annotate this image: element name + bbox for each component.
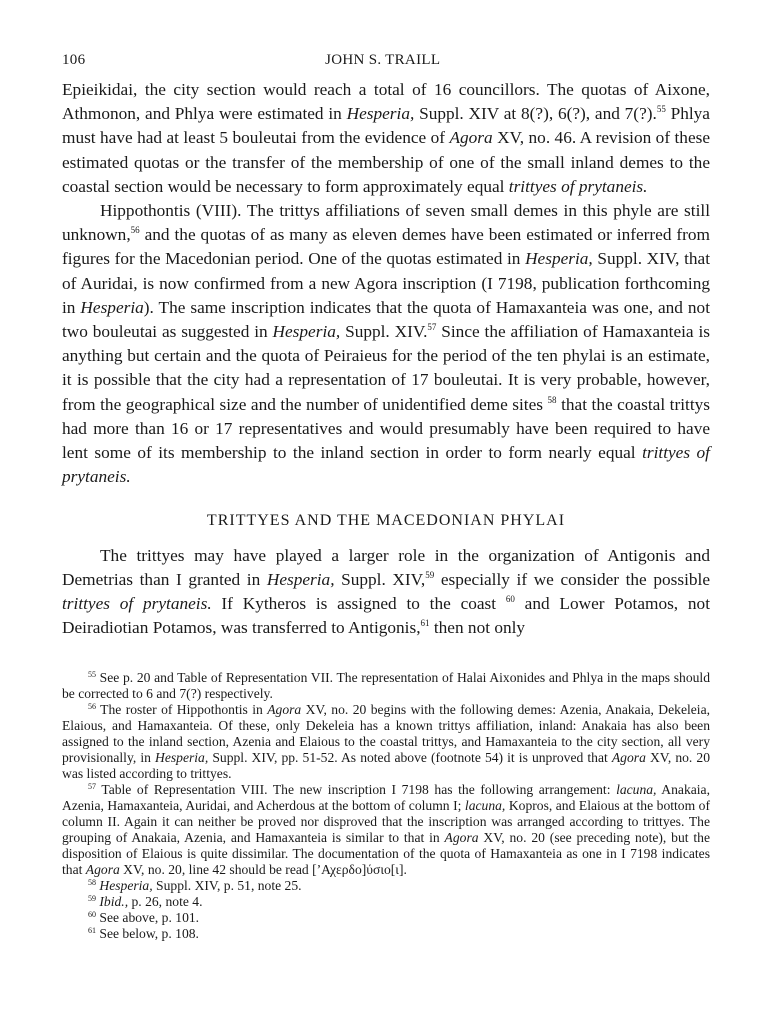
text: Suppl. XIV at 8(?), 6(?), and 7(?). (414, 104, 657, 124)
italic-text: lacuna, (464, 798, 506, 814)
footnote-ref-55[interactable]: 55 (656, 104, 666, 115)
footnote-ref-61[interactable]: 61 (420, 618, 430, 629)
footnote-text: XV, no. 20 was listed according to trittyes. (62, 750, 710, 782)
italic-text: Agora (444, 830, 479, 846)
italic-text: Agora (611, 750, 646, 766)
italic-text: Hesperia, (272, 322, 341, 342)
footnote-number: 58 (88, 878, 96, 888)
footnote-number: 59 (88, 894, 96, 904)
paragraph-2 (62, 199, 710, 489)
footnote-text: p. 26, note 4. (128, 894, 203, 910)
text: XV, no. 46. A revision of these estimated quotas or the transfer of the membership of one of the small inland demes to the coastal section would be necessary to form approximately equal (62, 128, 711, 196)
footnote-text: Kopros, and Elaious at the bottom of column II. Again it can neither be proved nor disproved that the inscription was arranged according to trittyes. The grouping of Anakaia, Azenia, and Hamaxanteia is similar to that in (62, 798, 711, 846)
italic-text: lacuna, (616, 782, 657, 798)
running-title: JOHN S. TRAILL (325, 52, 441, 68)
footnote-ref-59[interactable]: 59 (425, 569, 435, 580)
text: Hippothontis (VIII). The trittys affiliations of seven small demes in this phyle are still unknown, (62, 201, 710, 245)
footnote-57 (62, 782, 710, 878)
text: that the coastal trittys had more than 16 or 17 representatives and would presumably have been required to have lent some of its membership to the inland section in order to form nearly equal (62, 394, 710, 463)
footnote-56 (62, 702, 710, 782)
footnote-60 (62, 910, 710, 926)
footnote-number: 60 (88, 910, 96, 920)
italic-text: trittyes of prytaneis. (62, 594, 212, 614)
page (62, 52, 710, 942)
italic-text: trittyes of prytaneis. (62, 443, 710, 487)
italic-text: Ibid., (96, 894, 129, 910)
footnote-text: See above, p. 101. (96, 910, 200, 926)
text: ). The same inscription indicates that the quota of Hamaxanteia was one, and not two bouleutai as suggested in (62, 297, 711, 342)
footnote-text: Table of Representation VIII. The new inscription I 7198 has the following arrangement: (96, 782, 617, 798)
footnote-number: 61 (88, 926, 96, 936)
text: Phlya must have had at least 5 bouleutai from the evidence of (62, 104, 710, 148)
italic-text: Hesperia, (96, 878, 153, 894)
footnote-ref-57[interactable]: 57 (427, 322, 437, 333)
text: and Lower Potamos, not Deiradiotian Potamos, was transferred to Antigonis, (62, 594, 710, 638)
footnote-61 (62, 926, 710, 942)
footnote-text: XV, no. 20, line 42 should be read [’Αχερδο]ύσιο[ι]. (119, 862, 407, 878)
footnote-number: 55 (88, 670, 96, 680)
text: Suppl. XIV, (334, 569, 426, 589)
italic-text: Hesperia, (266, 569, 335, 589)
paragraph-1 (62, 78, 710, 199)
text: Since the affiliation of Hamaxanteia is anything but certain and the quota of Peiraieus for the period of the ten phylai is an estimate, it is possible that the city had a representation of 17 bouleutai. It is very probable, however, from the geographical size and the number of unidentified deme sites (62, 322, 710, 414)
body-text (62, 78, 710, 640)
text: especially if we consider the possible (434, 569, 710, 589)
footnote-text: Anakaia, Azenia, Hamaxanteia, Auridai, and Acherdous at the bottom of column I; (62, 782, 710, 814)
footnote-55 (62, 670, 710, 702)
section-title: TRITTYES AND THE MACEDONIAN PHYLAI (206, 512, 566, 530)
footnote-text: Suppl. XIV, pp. 51-52. As noted above (footnote 54) it is unproved that (208, 750, 612, 766)
italic-text: Hesperia, (155, 750, 209, 766)
italic-text: Hesperia (80, 297, 144, 317)
text: Epieikidai, the city section would reach a total of 16 councillors. The quotas of Aixone, Athmonon, and Phlya were estimated in (62, 80, 710, 124)
footnote-59 (62, 894, 710, 910)
footnote-text: See p. 20 and Table of Representation VII. The representation of Halai Aixonides and Phlya in the maps should be corrected to 6 and 7(?) respectively. (62, 670, 710, 702)
footnote-ref-60[interactable]: 60 (505, 594, 515, 605)
text: The trittyes may have played a larger role in the organization of Antigonis and Demetrias than I granted in (62, 545, 710, 589)
footnote-text: Suppl. XIV, p. 51, note 25. (152, 878, 302, 894)
footnote-text: See below, p. 108. (96, 926, 199, 942)
paragraph-3 (62, 544, 710, 641)
italic-text: Agora (85, 862, 120, 878)
italic-text: Hesperia, (525, 249, 593, 269)
italic-text: Agora (449, 128, 493, 148)
footnote-number: 57 (88, 782, 96, 792)
footnote-text: The roster of Hippothontis in (96, 702, 268, 718)
text: Suppl. XIV, that of Auridai, is now confirmed from a new Agora inscription (I 7198, publication forthcoming in (62, 249, 710, 317)
italic-text: trittyes of prytaneis. (508, 176, 648, 196)
text: and the quotas of as many as eleven demes have been estimated or inferred from figures for the Macedonian period. One of the quotas estimated in (62, 225, 710, 269)
text: then not only (429, 618, 526, 638)
footnote-text: XV, no. 20 (see preceding note), but the disposition of Elaious is quite dissimilar. The documentation of the quota of Hamaxanteia as one in I 7198 indicates that (62, 830, 710, 878)
running-header (62, 52, 710, 78)
footnote-ref-58[interactable]: 58 (547, 394, 557, 405)
footnote-text: XV, no. 20 begins with the following demes: Azenia, Anakaia, Dekeleia, Elaious, and Hamaxanteia. Of these, only Dekeleia has a known trittys affiliation, inland: Anakaia has also been assigned to the inland section, Azenia and Elaious to the coastal trittys, and Hamaxanteia to the city section, all very provisionally, in (62, 702, 711, 766)
text: If Kytheros is assigned to the coast (211, 594, 506, 614)
page-number: 106 (62, 52, 86, 68)
italic-text: Agora (267, 702, 302, 718)
footnotes (62, 670, 710, 942)
italic-text: Hesperia, (346, 104, 415, 124)
text: Suppl. XIV. (340, 322, 428, 342)
footnote-ref-56[interactable]: 56 (130, 225, 140, 236)
footnote-number: 56 (88, 702, 96, 712)
footnote-58 (62, 878, 710, 894)
